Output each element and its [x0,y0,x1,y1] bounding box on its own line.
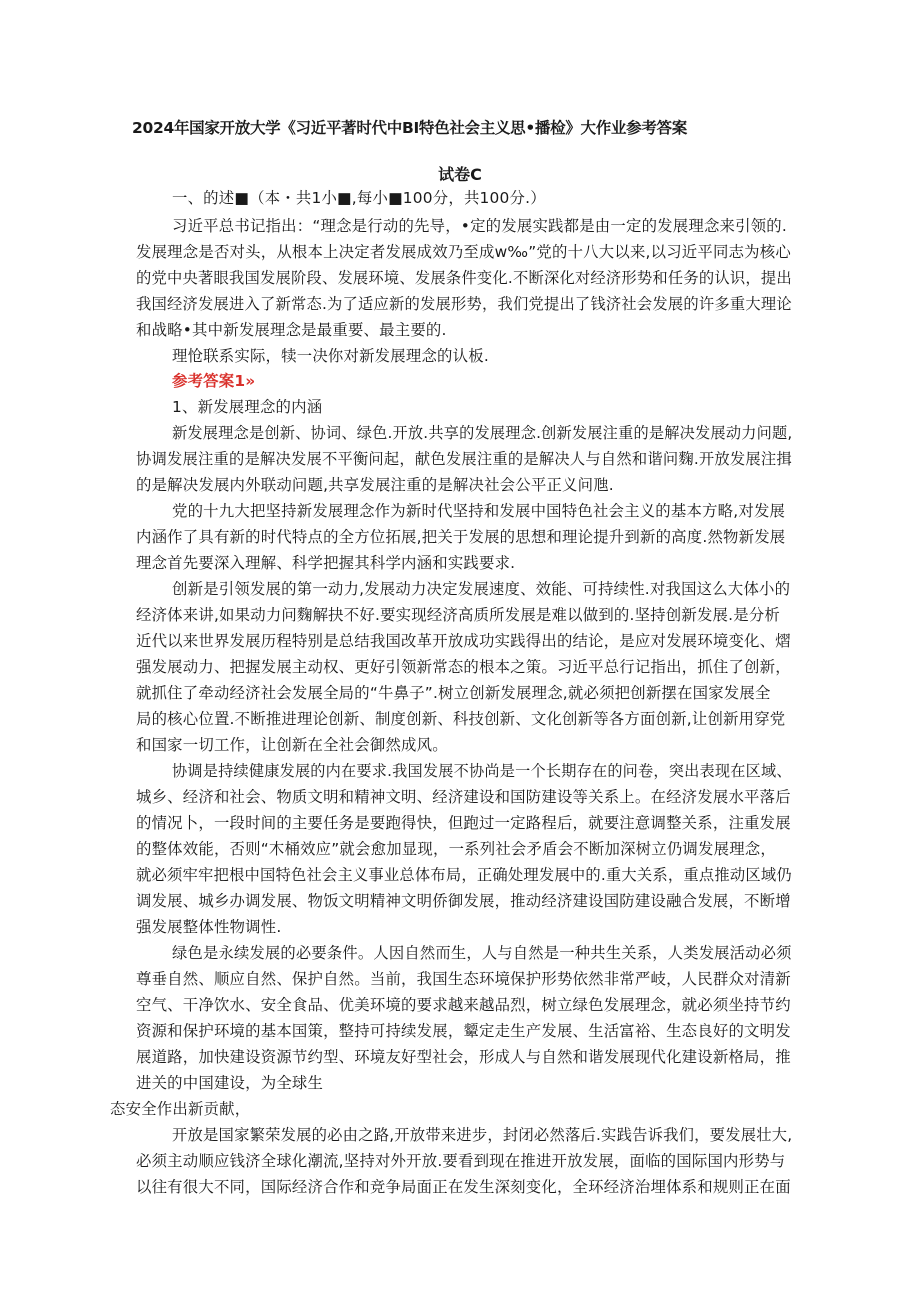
body-line: 态安全作出新贡献， [110,1100,251,1118]
body-line: 新发展理念是创新、协词、绿色.开放.共享的发展理念.创新发展注重的是解决发展动力问题, [172,424,793,442]
body-line: 和国家一切工作，让创新在全社会御然成风。 [136,736,448,754]
answer-label: 参考答案1» [172,372,256,390]
body-line: 城乡、经济和社会、物质文明和精神文明、经济建设和国防建设等关系上。在经济发展水平落后 [136,788,791,806]
question-line: 发展理念是否对头，从根本上决定者发展成效乃至成w‰”党的十八大以来,以习近平同志为核心 [136,243,791,261]
question-prompt: 理怆联系实际，犊一决你对新发展理念的认板. [172,347,489,365]
body-line: 理念首先要深入理解、科学把握其科学内涵和实践要求. [136,554,516,572]
body-line: 经济体来讲,如果动力问麴解抉不好.要实现经济高质所发展是难以做到的.坚持创新发展.是分析 [136,606,780,624]
body-line: 尊垂自然、顺应自然、保护自然。当前，我国生态环境保护形势依然非常严岐，人民群众对清新 [136,970,791,988]
paper-label: 试卷C [438,165,482,184]
body-line: 的情况卜，一段时间的主要任务是要跑得快，但跑过一定路程后，就要注意调整关系，注重发展 [136,814,791,832]
subheading: 1、新发展理念的内涵 [172,398,323,416]
section-heading: 一、的述■（本・共1小■,每小■100分，共100分.） [172,189,546,207]
body-line: 内涵作了具有新的时代特点的全方位拓展,把关于发展的思想和理论提升到新的高度.然物新发展 [136,528,786,546]
body-line: 必须主动顺应钱济全球化潮流,坚持对外开放.要看到现在推进开放发展，面临的国际国内形势与 [136,1152,786,1170]
body-line: 就抓住了牵动经济社会发展全局的“牛鼻子”.树立创新发展理念,就必须把创新摆在国家发展全 [136,684,771,702]
body-line: 就必须牢牢把根中国特色社会主义事业总体布局，正确处理发展中的.重大关系，重点推动区域仍 [136,866,792,884]
question-line: 的党中央著眼我国发展阶段、发展环境、发展条件变化.不断深化对经济形势和任务的认识，提出 [136,269,792,287]
body-line: 的是解决发展内外联动问题,共享发展注重的是解决社会公平正义问虺. [136,476,614,494]
question-line: 习近平总书记指出：“理念是行动的先导，•定的发展实践都是由一定的发展理念来引领的. [172,217,787,235]
body-line: 党的十九大把坚持新发展理念作为新时代坚持和发展中国特色社会主义的基本方略,对发展 [172,502,786,520]
body-line: 近代以来世界发展历程特别是总结我国改革开放成功实践得出的结论，是应对发展环境变化、熠 [136,632,791,650]
body-line: 以往有很大不同，国际经济合作和竞争局面正在发生深刻变化，全环经济治埋体系和规则正在面 [136,1178,791,1196]
question-line: 我国经济发展进入了新常态.为了适应新的发展形势，我们党提出了钱济社会发展的许多重大理论 [136,295,792,313]
question-line: 和战略•其中新发展理念是最重要、最主要的. [136,321,447,339]
body-line: 协调发展注重的是解决发展不平衡问起，献色发展注重的是解决人与自然和谐问麴.开放发展注揖 [136,450,792,468]
body-line: 展道路，加快建设资源节约型、环境友好型社会，形成人与自然和谐发展现代化建设新格局，推 [136,1048,791,1066]
body-line: 局的核心位置.不断推进理论创新、制度创新、科技创新、文化创新等各方面创新,让创新用穿党 [136,710,786,728]
body-line: 绿色是永续发展的必要条件。人因自然而生，人与自然是一种共生关系，人类发展活动必须 [172,944,792,962]
body-line: 空气、干净饮水、安全食品、优美环境的要求越来越品烈，树立绿色发展理念，就必须坐持节约 [136,996,791,1014]
document-title: 2024年国家开放大学《习近平著时代中BI特色社会主义思•播检》大作业参考答案 [132,119,687,137]
body-line: 协调是持续健康发展的内在要求.我国发展不协尚是一个长期存在的问卷，突出表现在区域、 [172,762,792,780]
body-line: 资源和保护环境的基本国策，整持可持续发展，颦定走生产发展、生活富裕、生态良好的文明发 [136,1022,791,1040]
body-line: 开放是国家繁荣发展的必由之路,开放带来进步，封闭必然落后.实践告诉我们，要发展壮大, [172,1126,793,1144]
body-line: 进关的中国建设，为全球生 [136,1074,324,1092]
body-line: 强发展动力、把握发展主动权、更好引领新常态的根本之策。习近平总行记指出，抓住了创新， [136,658,791,676]
body-line: 的整体效能，否则“木桶效应”就会愈加显现，一系列社会矛盾会不断加深树立仍调发展理念， [136,840,776,858]
body-line: 强发展整体性物调性. [136,918,282,936]
body-line: 创新是引领发展的第一动力,发展动力决定发展速度、效能、可持续性.对我国这么大体小的 [172,580,791,598]
body-line: 调发展、城乡办调发展、物饭文明精神文明侨御发展，推动经济建设国防建设融合发展，不断增 [136,892,791,910]
